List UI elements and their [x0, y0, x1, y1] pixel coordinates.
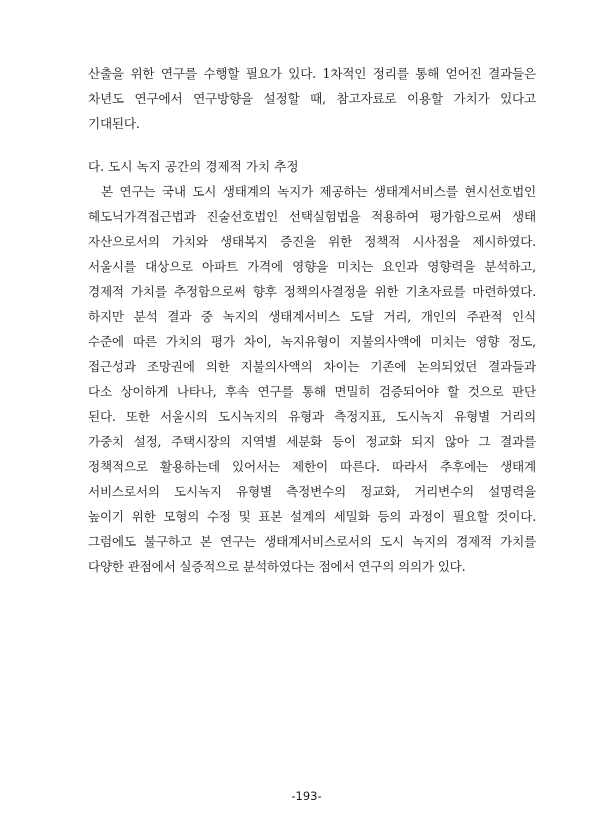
paragraph-2-line-8: 접근성과 조망권에 의한 지불의사액의 차이는 기존에 논의되었던 결과들과 — [88, 359, 536, 374]
paragraph-2-line-6: 하지만 분석 결과 중 녹지의 생태계서비스 도달 거리, 개인의 주관적 인식 — [88, 309, 536, 324]
paragraph-2-line-16: 다양한 관점에서 실증적으로 분석하였다는 점에서 연구의 의의가 있다. — [88, 559, 466, 574]
paragraph-2-line-11: 가중치 설정, 주택시장의 지역별 세분화 등이 정교화 되지 않아 그 결과를 — [88, 434, 536, 449]
paragraph-2-line-14: 높이기 위한 모형의 수정 및 표본 설계의 세밀화 등의 과정이 필요할 것이다. — [88, 509, 536, 524]
paragraph-2-line-12: 정책적으로 활용하는데 있어서는 제한이 따른다. 따라서 추후에는 생태계 — [88, 459, 536, 474]
paragraph-1-line-1: 산출을 위한 연구를 수행할 필요가 있다. 1차적인 정리를 통해 얻어진 결과들은 — [88, 66, 536, 81]
paragraph-2-line-5: 경제적 가치를 추정함으로써 향후 정책의사결정을 위한 기초자료를 마련하였다. — [88, 284, 536, 299]
section-heading: 다. 도시 녹지 공간의 경제적 가치 추정 — [88, 159, 299, 174]
paragraph-2-line-2: 헤도닉가격접근법과 진술선호법인 선택실험법을 적용하여 평가함으로써 생태 — [88, 209, 536, 224]
paragraph-1-line-2: 차년도 연구에서 연구방향을 설정할 때, 참고자료로 이용할 가치가 있다고 — [88, 91, 536, 106]
paragraph-2-line-13: 서비스로서의 도시녹지 유형별 측정변수의 정교화, 거리변수의 설명력을 — [88, 484, 536, 499]
paragraph-2-line-9: 다소 상이하게 나타나, 후속 연구를 통해 면밀히 검증되어야 할 것으로 판단 — [88, 384, 536, 399]
paragraph-1-line-3: 기대된다. — [88, 116, 140, 131]
paragraph-2-line-3: 자산으로서의 가치와 생태복지 증진을 위한 정책적 시사점을 제시하였다. — [88, 234, 536, 249]
paragraph-2-line-7: 수준에 따른 가치의 평가 차이, 녹지유형이 지불의사액에 미치는 영향 정도, — [88, 334, 536, 349]
page-number: -193- — [291, 789, 322, 803]
paragraph-2-line-1: 본 연구는 국내 도시 생태계의 녹지가 제공하는 생태계서비스를 현시선호법인 — [101, 184, 536, 199]
paragraph-2-line-10: 된다. 또한 서울시의 도시녹지의 유형과 측정지표, 도시녹지 유형별 거리의 — [88, 409, 536, 424]
paragraph-2-line-15: 그럼에도 불구하고 본 연구는 생태계서비스로서의 도시 녹지의 경제적 가치를 — [88, 534, 536, 549]
paragraph-2-line-4: 서울시를 대상으로 아파트 가격에 영향을 미치는 요인과 영향력을 분석하고, — [88, 259, 536, 274]
